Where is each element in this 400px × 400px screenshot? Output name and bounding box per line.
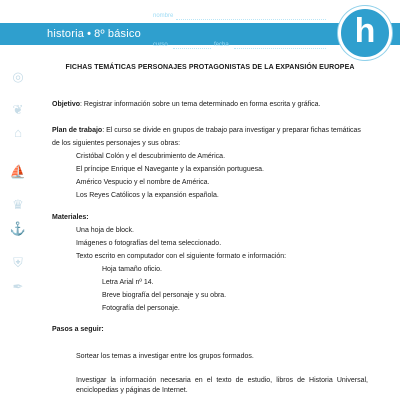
name-field-line[interactable]	[176, 19, 326, 20]
format-item: Fotografía del personaje.	[102, 305, 180, 312]
step-item: Investigar la información necesaria en el texto de estudio, libros de Historia Universal, enciclopedias y páginas de Internet.	[76, 377, 368, 394]
character-item: El príncipe Enrique el Navegante y la expansión portuguesa.	[76, 166, 264, 173]
crown-icon: ♛	[12, 197, 24, 212]
character-item: Cristóbal Colón y el descubrimiento de América.	[76, 153, 226, 160]
shield-icon: ⛨	[13, 255, 23, 270]
course-field-line[interactable]	[173, 48, 211, 49]
character-item: Américo Vespucio y el nombre de América.	[76, 179, 210, 186]
date-field-line[interactable]	[234, 48, 326, 49]
plan-text-1: : El curso se divide en grupos de trabajo para investigar y preparar fichas temáticas	[102, 127, 361, 134]
logo-h: h	[338, 6, 392, 60]
material-item: Imágenes o fotografías del tema seleccionado.	[76, 240, 222, 247]
temple-icon: ⌂	[14, 125, 22, 140]
material-item: Texto escrito en computador con el siguiente formato e información:	[76, 253, 287, 260]
name-field-label: nombre	[153, 13, 174, 19]
plan-line-1	[52, 126, 361, 136]
steps-heading: Pasos a seguir:	[52, 326, 104, 333]
objective-text: : Registrar información sobre un tema determinado en forma escrita y gráfica.	[80, 101, 321, 108]
separator-dot: •	[87, 28, 92, 40]
format-item: Breve biografía del personaje y su obra.	[102, 292, 227, 299]
material-item: Una hoja de block.	[76, 227, 134, 234]
course-field-label: curso	[153, 42, 168, 48]
worksheet-header	[0, 0, 400, 58]
format-item: Letra Arial nº 14.	[102, 279, 154, 286]
materials-heading: Materiales:	[52, 214, 89, 221]
globe-icon: ◎	[12, 69, 24, 84]
scroll-icon: ❦	[12, 102, 24, 117]
ship-icon: ⛵	[9, 164, 27, 179]
plan-label: Plan de trabajo	[52, 127, 103, 134]
format-item: Hoja tamaño oficio.	[102, 266, 162, 273]
plan-line-2: de los siguientes personajes y sus obras:	[52, 140, 181, 147]
document-title: FICHAS TEMÁTICAS PERSONAJES PROTAGONISTAS DE LA EXPANSIÓN EUROPEA	[65, 64, 355, 71]
character-item: Los Reyes Católicos y la expansión española.	[76, 192, 219, 199]
quill-icon: ✒	[12, 279, 24, 294]
objective-label: Objetivo	[52, 101, 81, 108]
subject-name: historia	[47, 28, 85, 40]
grade-level: 8º básico	[94, 28, 141, 40]
objective-paragraph	[52, 100, 320, 110]
step-item: Sortear los temas a investigar entre los grupos formados.	[76, 353, 254, 360]
date-field-label: fecha	[214, 42, 229, 48]
anchor-icon: ⚓	[9, 221, 27, 236]
subject-label	[47, 25, 141, 43]
